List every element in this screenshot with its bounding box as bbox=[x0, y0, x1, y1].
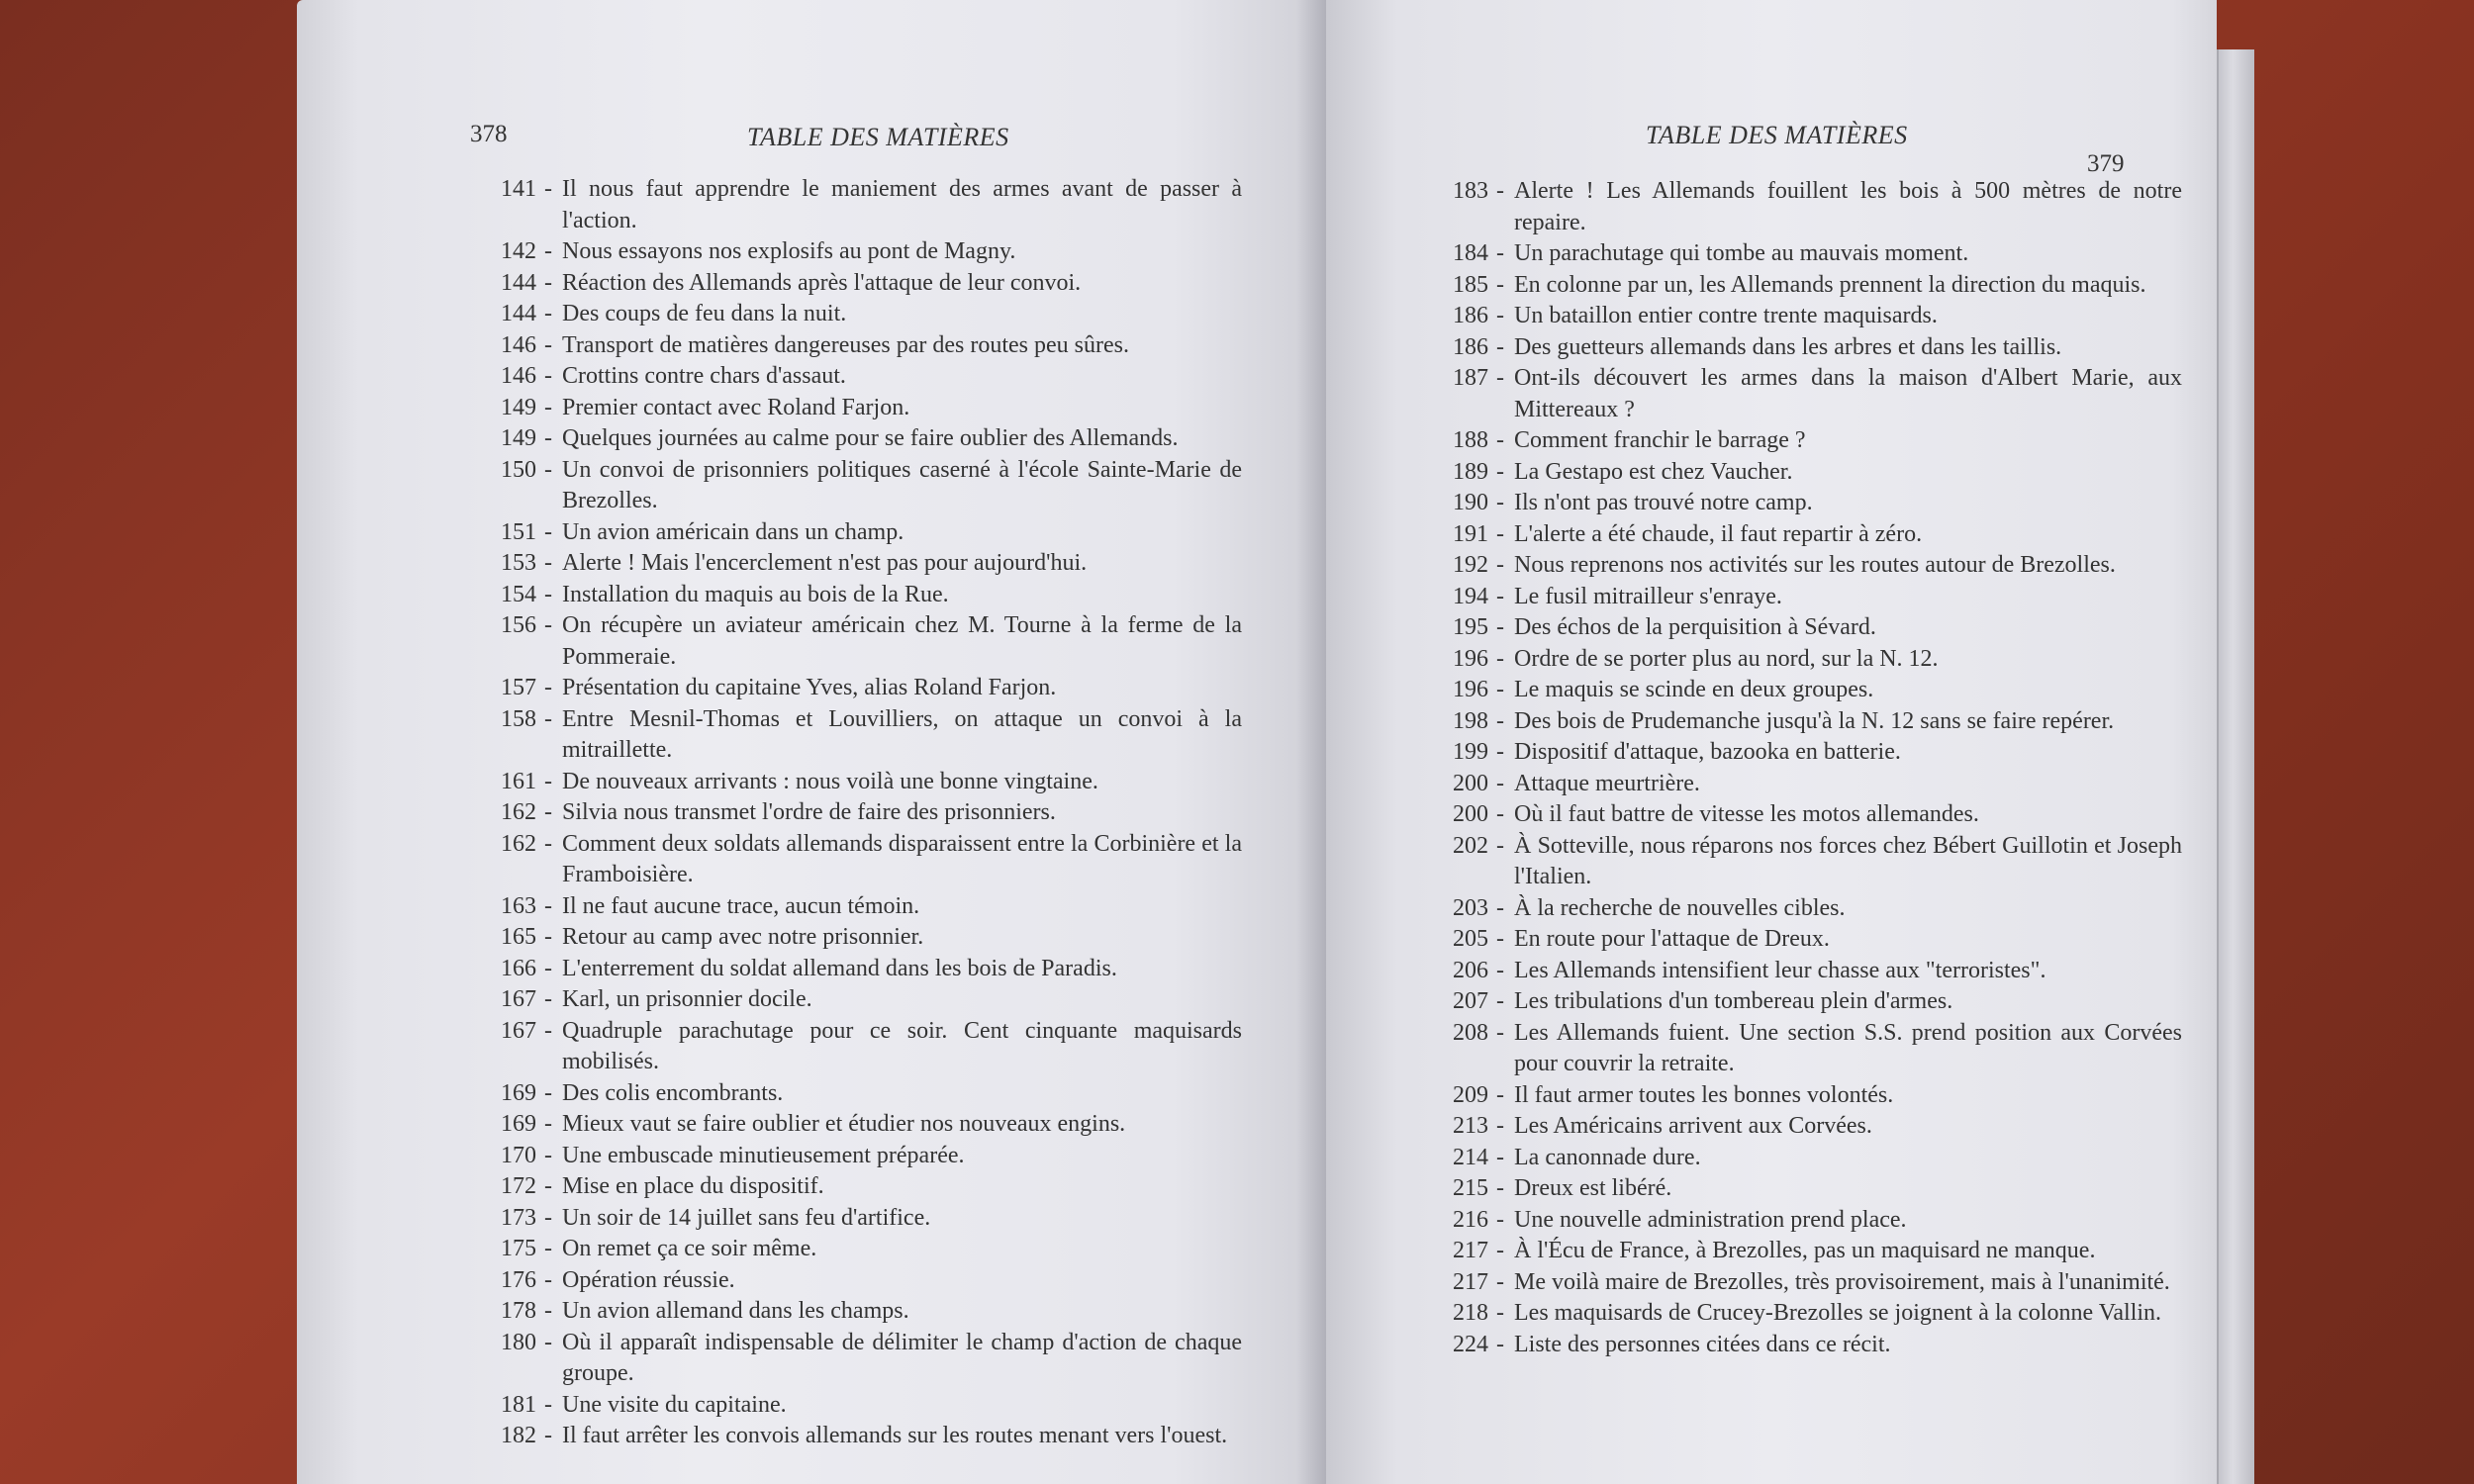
toc-separator: - bbox=[1496, 1206, 1504, 1233]
left-page bbox=[297, 0, 1326, 1484]
toc-separator: - bbox=[544, 705, 552, 732]
toc-page-number: 182 bbox=[501, 1423, 536, 1448]
toc-entry bbox=[1415, 519, 2182, 551]
toc-entry bbox=[465, 361, 1242, 393]
toc-entry-title: Réaction des Allemands après l'attaque de leur convoi. bbox=[562, 269, 1082, 296]
toc-separator: - bbox=[544, 301, 552, 326]
toc-entry-title: En route pour l'attaque de Dreux. bbox=[1514, 926, 1830, 952]
toc-page-number: 169 bbox=[501, 1079, 536, 1106]
toc-separator: - bbox=[1496, 240, 1504, 266]
toc-entry-title: Des coups de feu dans la nuit. bbox=[562, 301, 847, 326]
toc-entry-title: Dreux est libéré. bbox=[1514, 1175, 1672, 1201]
toc-entry-title: Nous reprenons nos activités sur les routes autour de Brezolles. bbox=[1514, 552, 2116, 578]
toc-entry-title: Attaque meurtrière. bbox=[1514, 770, 1700, 796]
open-book bbox=[297, 0, 2276, 1484]
toc-entry bbox=[1415, 1173, 2182, 1205]
toc-entry bbox=[465, 330, 1242, 362]
toc-entry bbox=[1415, 956, 2182, 987]
toc-separator: - bbox=[544, 1142, 552, 1168]
toc-entry-title: Liste des personnes citées dans ce récit. bbox=[1514, 1331, 1891, 1357]
toc-separator: - bbox=[544, 612, 552, 638]
running-head: TABLE DES MATIÈRES bbox=[747, 123, 1009, 151]
toc-entry-title: Il ne faut aucune trace, aucun témoin. bbox=[562, 892, 920, 919]
toc-entry bbox=[1415, 270, 2182, 302]
toc-separator: - bbox=[1496, 1268, 1504, 1295]
toc-entry-title: Il faut arrêter les convois allemands sur les routes menant vers l'ouest. bbox=[562, 1423, 1228, 1448]
toc-page-number: 157 bbox=[501, 675, 536, 700]
toc-page-number: 161 bbox=[501, 768, 536, 794]
toc-entry bbox=[465, 548, 1242, 580]
toc-separator: - bbox=[1496, 957, 1504, 983]
toc-separator: - bbox=[1496, 365, 1504, 391]
toc-page-number: 146 bbox=[501, 331, 536, 358]
toc-page-number: 214 bbox=[1453, 1144, 1488, 1170]
toc-page-number: 192 bbox=[1453, 552, 1488, 578]
toc-entry bbox=[465, 829, 1242, 891]
toc-entry-title: Ils n'ont pas trouvé notre camp. bbox=[1514, 490, 1813, 515]
toc-separator: - bbox=[544, 1391, 552, 1418]
toc-page-number: 202 bbox=[1453, 832, 1488, 859]
toc-entry-title: Me voilà maire de Brezolles, très provisoirement, mais à l'unanimité. bbox=[1514, 1268, 2170, 1295]
toc-entry bbox=[1415, 737, 2182, 769]
toc-separator: - bbox=[1496, 333, 1504, 360]
toc-entry bbox=[465, 455, 1242, 517]
toc-entry bbox=[1415, 924, 2182, 956]
toc-list bbox=[465, 174, 1242, 1452]
toc-entry bbox=[1415, 1236, 2182, 1267]
toc-entry bbox=[465, 268, 1242, 300]
toc-page-number: 189 bbox=[1453, 458, 1488, 485]
toc-page-number: 146 bbox=[501, 363, 536, 389]
toc-separator: - bbox=[544, 1111, 552, 1137]
toc-page-number: 167 bbox=[501, 986, 536, 1012]
toc-separator: - bbox=[1496, 1081, 1504, 1108]
toc-separator: - bbox=[1496, 520, 1504, 547]
toc-page-number: 162 bbox=[501, 830, 536, 857]
toc-page-number: 199 bbox=[1453, 739, 1488, 765]
toc-entry-title: Le maquis se scinde en deux groupes. bbox=[1514, 677, 1874, 702]
toc-entry-title: Ont-ils découvert les armes dans la maison d'Albert Marie, aux Mittereaux ? bbox=[1514, 365, 2182, 422]
toc-entry-title: Les Allemands fuient. Une section S.S. prend position aux Corvées pour couvrir la retraite. bbox=[1514, 1019, 2182, 1076]
toc-entry bbox=[465, 174, 1242, 236]
toc-entry bbox=[465, 1078, 1242, 1110]
toc-separator: - bbox=[1496, 271, 1504, 298]
toc-entry bbox=[1415, 799, 2182, 831]
toc-entry-title: Silvia nous transmet l'ordre de faire des prisonniers. bbox=[562, 799, 1056, 825]
toc-entry-title: Quelques journées au calme pour se faire oublier des Allemands. bbox=[562, 425, 1179, 451]
toc-page-number: 187 bbox=[1453, 365, 1488, 391]
page-stack-edge bbox=[2217, 49, 2254, 1484]
toc-entry bbox=[1415, 425, 2182, 457]
toc-entry-title: Les tribulations d'un tombereau plein d'armes. bbox=[1514, 988, 1953, 1014]
toc-separator: - bbox=[1496, 1144, 1504, 1170]
toc-entry-title: Mieux vaut se faire oublier et étudier nos nouveaux engins. bbox=[562, 1111, 1126, 1137]
toc-separator: - bbox=[544, 892, 552, 919]
toc-separator: - bbox=[1496, 1238, 1504, 1263]
toc-page-number: 207 bbox=[1453, 988, 1488, 1014]
toc-entry-title: À l'Écu de France, à Brezolles, pas un maquisard ne manque. bbox=[1514, 1238, 2096, 1263]
toc-separator: - bbox=[1496, 614, 1504, 640]
toc-entry-title: Un parachutage qui tombe au mauvais moment. bbox=[1514, 240, 1969, 266]
toc-page-number: 217 bbox=[1453, 1238, 1488, 1263]
toc-entry bbox=[1415, 1080, 2182, 1112]
toc-page-number: 170 bbox=[501, 1142, 536, 1168]
toc-entry-title: Opération réussie. bbox=[562, 1266, 735, 1293]
toc-entry-title: À Sotteville, nous réparons nos forces chez Bébert Guillotin et Joseph l'Italien. bbox=[1514, 832, 2182, 889]
toc-entry-title: En colonne par un, les Allemands prennent la direction du maquis. bbox=[1514, 271, 2146, 298]
toc-entry bbox=[1415, 457, 2182, 489]
toc-separator: - bbox=[1496, 645, 1504, 672]
toc-page-number: 180 bbox=[501, 1329, 536, 1355]
toc-entry bbox=[465, 1265, 1242, 1297]
toc-separator: - bbox=[544, 1173, 552, 1199]
toc-entry bbox=[465, 1328, 1242, 1390]
toc-entry bbox=[1415, 332, 2182, 364]
right-page bbox=[1326, 0, 2217, 1484]
toc-entry-title: Entre Mesnil-Thomas et Louvilliers, on attaque un convoi à la mitraillette. bbox=[562, 705, 1242, 763]
toc-entry-title: Ordre de se porter plus au nord, sur la N. 12. bbox=[1514, 645, 1939, 672]
toc-entry-title: Dispositif d'attaque, bazooka en batterie. bbox=[1514, 739, 1901, 765]
toc-page-number: 156 bbox=[501, 612, 536, 638]
toc-entry bbox=[465, 767, 1242, 798]
toc-page-number: 216 bbox=[1453, 1206, 1488, 1233]
toc-entry-title: Une visite du capitaine. bbox=[562, 1391, 787, 1418]
toc-entry-title: Où il apparaît indispensable de délimiter le champ d'action de chaque groupe. bbox=[562, 1329, 1242, 1386]
toc-separator: - bbox=[1496, 427, 1504, 453]
toc-entry bbox=[1415, 363, 2182, 425]
toc-entry bbox=[1415, 831, 2182, 893]
toc-entry bbox=[465, 580, 1242, 611]
toc-entry-title: Les Allemands intensifient leur chasse aux "terroristes". bbox=[1514, 957, 2046, 983]
toc-page-number: 206 bbox=[1453, 957, 1488, 983]
toc-entry bbox=[465, 236, 1242, 268]
toc-page-number: 188 bbox=[1453, 427, 1488, 453]
toc-entry-title: Des échos de la perquisition à Sévard. bbox=[1514, 614, 1876, 640]
toc-entry bbox=[465, 393, 1242, 424]
toc-page-number: 144 bbox=[501, 269, 536, 296]
toc-page-number: 167 bbox=[501, 1017, 536, 1044]
toc-page-number: 183 bbox=[1453, 178, 1488, 204]
toc-entry bbox=[465, 1109, 1242, 1141]
toc-entry bbox=[465, 1016, 1242, 1078]
toc-entry bbox=[1415, 1018, 2182, 1080]
toc-page-number: 200 bbox=[1453, 770, 1488, 796]
toc-separator: - bbox=[1496, 707, 1504, 734]
toc-page-number: 218 bbox=[1453, 1300, 1488, 1326]
toc-separator: - bbox=[544, 675, 552, 700]
toc-separator: - bbox=[1496, 552, 1504, 578]
toc-separator: - bbox=[1496, 1331, 1504, 1357]
toc-separator: - bbox=[544, 269, 552, 296]
toc-entry bbox=[465, 673, 1242, 704]
toc-page-number: 163 bbox=[501, 892, 536, 919]
toc-separator: - bbox=[544, 799, 552, 825]
toc-separator: - bbox=[544, 425, 552, 451]
toc-entry bbox=[465, 1390, 1242, 1422]
toc-entry bbox=[1415, 612, 2182, 644]
toc-entry bbox=[1415, 893, 2182, 925]
toc-entry bbox=[1415, 986, 2182, 1018]
toc-entry-title: On remet ça ce soir même. bbox=[562, 1236, 817, 1261]
toc-entry bbox=[1415, 301, 2182, 332]
toc-entry bbox=[465, 1141, 1242, 1172]
toc-entry bbox=[1415, 582, 2182, 613]
toc-entry-title: Il faut armer toutes les bonnes volontés. bbox=[1514, 1081, 1894, 1108]
toc-entry bbox=[465, 704, 1242, 767]
toc-entry bbox=[465, 984, 1242, 1016]
toc-page-number: 153 bbox=[501, 550, 536, 576]
toc-entry-title: Crottins contre chars d'assaut. bbox=[562, 363, 846, 389]
toc-separator: - bbox=[544, 363, 552, 389]
toc-entry bbox=[465, 1421, 1242, 1452]
running-head: TABLE DES MATIÈRES bbox=[1646, 121, 1908, 149]
toc-entry-title: Un convoi de prisonniers politiques caserné à l'école Sainte-Marie de Brezolles. bbox=[562, 456, 1242, 513]
toc-entry bbox=[1415, 1143, 2182, 1174]
toc-entry-title: Karl, un prisonnier docile. bbox=[562, 986, 812, 1012]
toc-separator: - bbox=[1496, 770, 1504, 796]
toc-entry bbox=[1415, 644, 2182, 676]
toc-separator: - bbox=[1496, 458, 1504, 485]
toc-separator: - bbox=[544, 830, 552, 857]
toc-page-number: 198 bbox=[1453, 707, 1488, 734]
toc-entry-title: Transport de matières dangereuses par des routes peu sûres. bbox=[562, 331, 1129, 358]
toc-entry bbox=[465, 797, 1242, 829]
toc-entry-title: Présentation du capitaine Yves, alias Roland Farjon. bbox=[562, 675, 1057, 700]
toc-entry-title: Un bataillon entier contre trente maquisards. bbox=[1514, 303, 1938, 328]
toc-entry bbox=[1415, 1111, 2182, 1143]
toc-entry-title: Quadruple parachutage pour ce soir. Cent cinquante maquisards mobilisés. bbox=[562, 1017, 1242, 1074]
toc-list bbox=[1415, 176, 2182, 1360]
toc-page-number: 195 bbox=[1453, 614, 1488, 640]
toc-separator: - bbox=[544, 1298, 552, 1324]
toc-page-number: 144 bbox=[501, 301, 536, 326]
toc-separator: - bbox=[544, 581, 552, 607]
toc-separator: - bbox=[1496, 1113, 1504, 1139]
toc-entry bbox=[465, 1234, 1242, 1265]
toc-entry-title: Comment franchir le barrage ? bbox=[1514, 427, 1806, 453]
toc-separator: - bbox=[1496, 739, 1504, 765]
toc-separator: - bbox=[1496, 583, 1504, 609]
toc-entry bbox=[465, 299, 1242, 330]
toc-entry-title: Alerte ! Mais l'encerclement n'est pas pour aujourd'hui. bbox=[562, 550, 1088, 576]
toc-entry-title: Les Américains arrivent aux Corvées. bbox=[1514, 1113, 1872, 1139]
toc-page-number: 150 bbox=[501, 456, 536, 483]
toc-entry-title: Il nous faut apprendre le maniement des armes avant de passer à l'action. bbox=[562, 176, 1242, 233]
toc-page-number: 185 bbox=[1453, 271, 1488, 298]
toc-separator: - bbox=[544, 986, 552, 1012]
toc-page-number: 154 bbox=[501, 581, 536, 607]
toc-entry bbox=[465, 423, 1242, 455]
toc-entry-title: Des bois de Prudemanche jusqu'à la N. 12 sans se faire repérer. bbox=[1514, 707, 2115, 734]
toc-page-number: 173 bbox=[501, 1204, 536, 1231]
toc-separator: - bbox=[1496, 677, 1504, 702]
toc-entry-title: Les maquisards de Crucey-Brezolles se joignent à la colonne Vallin. bbox=[1514, 1300, 2162, 1326]
toc-entry-title: Une nouvelle administration prend place. bbox=[1514, 1206, 1907, 1233]
toc-separator: - bbox=[544, 768, 552, 794]
toc-entry bbox=[465, 922, 1242, 954]
toc-entry bbox=[465, 1203, 1242, 1235]
toc-entry bbox=[1415, 238, 2182, 270]
toc-page-number: 191 bbox=[1453, 520, 1488, 547]
toc-page-number: 141 bbox=[501, 176, 536, 202]
toc-page-number: 178 bbox=[501, 1298, 536, 1324]
toc-entry-title: Mise en place du dispositif. bbox=[562, 1173, 824, 1199]
toc-page-number: 149 bbox=[501, 425, 536, 451]
toc-separator: - bbox=[544, 518, 552, 545]
toc-entry bbox=[1415, 1330, 2182, 1361]
toc-page-number: 209 bbox=[1453, 1081, 1488, 1108]
toc-separator: - bbox=[1496, 832, 1504, 859]
toc-page-number: 149 bbox=[501, 394, 536, 420]
toc-separator: - bbox=[1496, 490, 1504, 515]
toc-entry-title: On récupère un aviateur américain chez M. Tourne à la ferme de la Pommeraie. bbox=[562, 612, 1242, 670]
toc-entry-title: Des colis encombrants. bbox=[562, 1079, 784, 1106]
toc-entry bbox=[1415, 176, 2182, 238]
toc-entry bbox=[1415, 550, 2182, 582]
toc-page-number: 158 bbox=[501, 705, 536, 732]
toc-page-number: 186 bbox=[1453, 303, 1488, 328]
toc-separator: - bbox=[544, 1329, 552, 1355]
toc-separator: - bbox=[1496, 988, 1504, 1014]
toc-page-number: 142 bbox=[501, 238, 536, 264]
toc-entry-title: Un avion américain dans un champ. bbox=[562, 518, 904, 545]
toc-page-number: 224 bbox=[1453, 1331, 1488, 1357]
page-number: 378 bbox=[470, 121, 508, 147]
toc-separator: - bbox=[1496, 178, 1504, 204]
toc-separator: - bbox=[1496, 1175, 1504, 1201]
toc-page-number: 172 bbox=[501, 1173, 536, 1199]
toc-separator: - bbox=[544, 955, 552, 981]
toc-entry-title: De nouveaux arrivants : nous voilà une bonne vingtaine. bbox=[562, 768, 1098, 794]
toc-separator: - bbox=[1496, 926, 1504, 952]
toc-separator: - bbox=[544, 1204, 552, 1231]
toc-entry-title: À la recherche de nouvelles cibles. bbox=[1514, 894, 1846, 921]
toc-separator: - bbox=[1496, 1300, 1504, 1326]
page-number: 379 bbox=[2087, 150, 2125, 177]
toc-page-number: 213 bbox=[1453, 1113, 1488, 1139]
toc-entry bbox=[1415, 1205, 2182, 1237]
toc-entry-title: Le fusil mitrailleur s'enraye. bbox=[1514, 583, 1782, 609]
toc-entry bbox=[465, 954, 1242, 985]
toc-page-number: 162 bbox=[501, 799, 536, 825]
toc-entry-title: Nous essayons nos explosifs au pont de Magny. bbox=[562, 238, 1016, 264]
toc-page-number: 208 bbox=[1453, 1019, 1488, 1046]
toc-page-number: 215 bbox=[1453, 1175, 1488, 1201]
toc-separator: - bbox=[1496, 303, 1504, 328]
toc-entry-title: Une embuscade minutieusement préparée. bbox=[562, 1142, 965, 1168]
toc-page-number: 166 bbox=[501, 955, 536, 981]
toc-entry-title: Alerte ! Les Allemands fouillent les bois à 500 mètres de notre repaire. bbox=[1514, 178, 2182, 235]
toc-page-number: 151 bbox=[501, 518, 536, 545]
toc-entry bbox=[1415, 1298, 2182, 1330]
toc-separator: - bbox=[544, 1017, 552, 1044]
toc-page-number: 217 bbox=[1453, 1268, 1488, 1295]
toc-entry-title: Où il faut battre de vitesse les motos allemandes. bbox=[1514, 801, 1979, 827]
toc-separator: - bbox=[1496, 801, 1504, 827]
toc-entry-title: L'enterrement du soldat allemand dans les bois de Paradis. bbox=[562, 955, 1117, 981]
toc-page-number: 181 bbox=[501, 1391, 536, 1418]
toc-separator: - bbox=[544, 550, 552, 576]
toc-page-number: 165 bbox=[501, 924, 536, 950]
toc-separator: - bbox=[544, 331, 552, 358]
toc-entry bbox=[1415, 675, 2182, 706]
toc-entry-title: Installation du maquis au bois de la Rue. bbox=[562, 581, 949, 607]
toc-entry-title: Retour au camp avec notre prisonnier. bbox=[562, 924, 924, 950]
toc-entry bbox=[465, 610, 1242, 673]
toc-entry-title: La canonnade dure. bbox=[1514, 1144, 1701, 1170]
toc-page-number: 200 bbox=[1453, 801, 1488, 827]
toc-page-number: 196 bbox=[1453, 677, 1488, 702]
toc-entry-title: La Gestapo est chez Vaucher. bbox=[1514, 458, 1793, 485]
toc-separator: - bbox=[544, 1236, 552, 1261]
toc-page-number: 190 bbox=[1453, 490, 1488, 515]
toc-entry-title: Comment deux soldats allemands disparaissent entre la Corbinière et la Framboisière. bbox=[562, 830, 1242, 887]
toc-separator: - bbox=[1496, 1019, 1504, 1046]
toc-page-number: 176 bbox=[501, 1266, 536, 1293]
toc-entry bbox=[465, 891, 1242, 923]
toc-entry-title: Premier contact avec Roland Farjon. bbox=[562, 394, 910, 420]
toc-separator: - bbox=[544, 176, 552, 202]
toc-page-number: 186 bbox=[1453, 333, 1488, 360]
toc-entry bbox=[465, 1296, 1242, 1328]
toc-entry bbox=[1415, 769, 2182, 800]
toc-separator: - bbox=[544, 1423, 552, 1448]
toc-entry bbox=[1415, 706, 2182, 738]
toc-entry bbox=[1415, 488, 2182, 519]
toc-separator: - bbox=[544, 924, 552, 950]
toc-entry bbox=[465, 517, 1242, 549]
toc-entry bbox=[465, 1171, 1242, 1203]
toc-separator: - bbox=[1496, 894, 1504, 921]
toc-separator: - bbox=[544, 1266, 552, 1293]
toc-entry-title: Un soir de 14 juillet sans feu d'artifice. bbox=[562, 1204, 931, 1231]
toc-separator: - bbox=[544, 394, 552, 420]
toc-page-number: 203 bbox=[1453, 894, 1488, 921]
toc-separator: - bbox=[544, 456, 552, 483]
toc-entry-title: Un avion allemand dans les champs. bbox=[562, 1298, 909, 1324]
toc-page-number: 196 bbox=[1453, 645, 1488, 672]
toc-page-number: 175 bbox=[501, 1236, 536, 1261]
toc-separator: - bbox=[544, 1079, 552, 1106]
toc-entry-title: L'alerte a été chaude, il faut repartir à zéro. bbox=[1514, 520, 1923, 547]
toc-page-number: 205 bbox=[1453, 926, 1488, 952]
toc-page-number: 184 bbox=[1453, 240, 1488, 266]
toc-page-number: 194 bbox=[1453, 583, 1488, 609]
toc-separator: - bbox=[544, 238, 552, 264]
toc-entry-title: Des guetteurs allemands dans les arbres et dans les taillis. bbox=[1514, 333, 2062, 360]
toc-entry bbox=[1415, 1267, 2182, 1299]
toc-page-number: 169 bbox=[501, 1111, 536, 1137]
